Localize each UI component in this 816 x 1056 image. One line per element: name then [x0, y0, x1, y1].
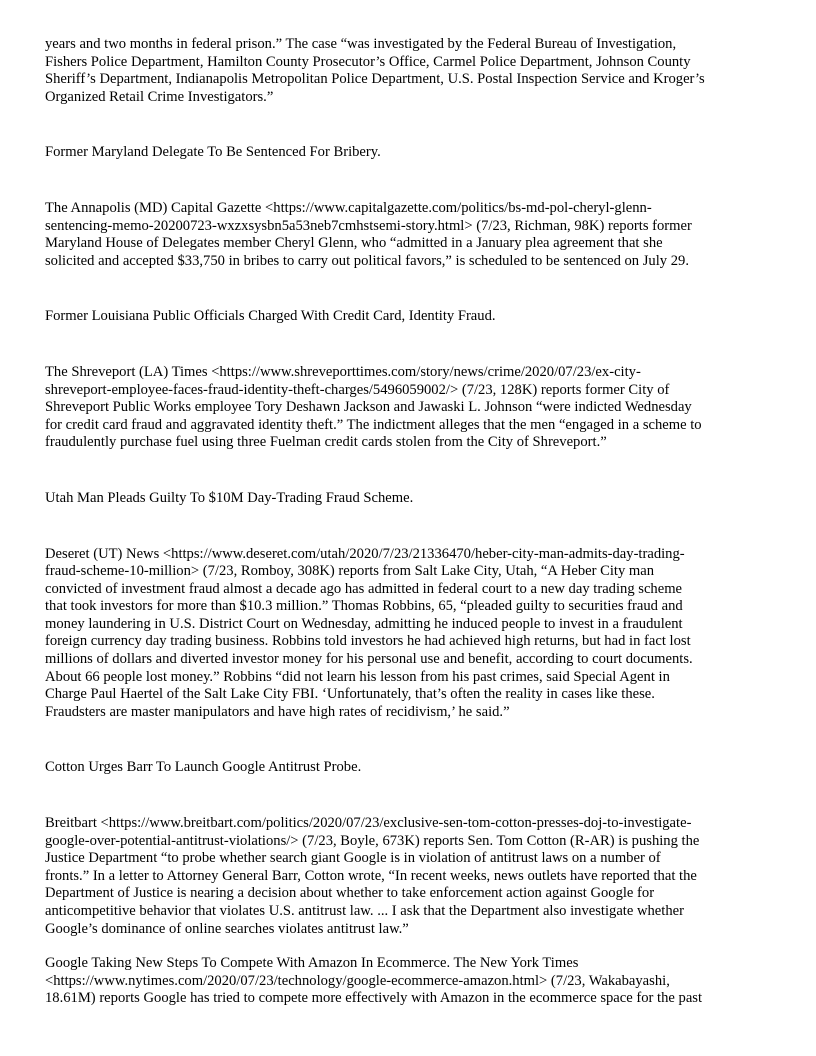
paragraph-capital-gazette: The Annapolis (MD) Capital Gazette <https://www.capitalgazette.com/politics/bs-md-pol-cheryl-glenn- sentencing-memo-20200723-wxzxsysbn5a53neb7cmhstsemi-story.html> (7/23, Richman, 98K) reports former Maryland House of Delegates member Cheryl Glenn, who “admitted in a January plea agreement that she solicited and accepted $33,750 in bribes to carry out political favors,” is scheduled to be sentenced on July 29. [45, 199, 692, 269]
paragraph-breitbart: Breitbart <https://www.breitbart.com/politics/2020/07/23/exclusive-sen-tom-cotton-presses-doj-to-investigate- google-over-potential-antitrust-violations/> (7/23, Boyle, 673K) reports Sen. Tom Cotton (R-AR) is pushing the Justice Department “to probe whether search giant Google is in violation of antitrust laws on a number of fronts.” In a letter to Attorney General Barr, Cotton wrote, “In recent weeks, news outlets have reported that the Department of Justice is nearing a decision about whether to take enforcement action against Google for anticompetitive behavior that violates U.S. antitrust law. ... I ask that the Department also investigate whether Google’s dominance of online searches violates antitrust law.” [45, 815, 700, 937]
paragraph-fbi-investigation: years and two months in federal prison.” The case “was investigated by the Federal Bureau of Investigation, Fishers Police Department, Hamilton County Prosecutor’s Office, Carmel Police Department, Johnson County Sheriff’s Department, Indianapolis Metropolitan Police Department, U.S. Postal Inspection Service and Kroger’s Organized Retail Crime Investigators.” [45, 36, 705, 105]
headline-maryland-delegate-bribery: Former Maryland Delegate To Be Sentenced For Bribery. [45, 144, 381, 161]
headline-louisiana-officials-fraud: Former Louisiana Public Officials Charged With Credit Card, Identity Fraud. [45, 308, 496, 325]
document-page [45, 36, 771, 1008]
paragraph-deseret-news: Deseret (UT) News <https://www.deseret.com/utah/2020/7/23/21336470/heber-city-man-admits-day-trading- fraud-scheme-10-million> (7/23, Romboy, 308K) reports from Salt Lake City, Utah, “A Heber City man convicted of investment fraud almost a decade ago has admitted in federal court to a new day trading scheme that took investors for more than $10.3 million.” Thomas Robbins, 65, “pleaded guilty to securities fraud and money laundering in U.S. District Court on Wednesday, admitting he induced people to invest in a fraudulent foreign currency day trading business. Robbins told investors he had achieved high returns, but had in fact lost millions of dollars and diverted investor money for his personal use and benefit, according to court documents. About 66 people lost money.” Robbins “did not learn his lesson from his past crimes, said Special Agent in Charge Paul Haertel of the Salt Lake City FBI. ‘Unfortunately, that’s often the reality in cases like these. Fraudsters are master manipulators and have high rates of recidivism,’ he said.” [45, 545, 693, 720]
headline-cotton-google-antitrust: Cotton Urges Barr To Launch Google Antitrust Probe. [45, 759, 362, 776]
paragraph-google-ecommerce: Google Taking New Steps To Compete With Amazon In Ecommerce. The New York Times <https://www.nytimes.com/2020/07/23/technology/google-ecommerce-amazon.html> (7/23, Wakabayashi, 18.61M) reports Google has tried to compete more effectively with Amazon in the ecommerce space for the past [45, 955, 703, 1007]
paragraph-shreveport-times: The Shreveport (LA) Times <https://www.shreveporttimes.com/story/news/crime/2020/07/23/ex-city- shreveport-employee-faces-fraud-identity-theft-charges/5496059002/> (7/23, 128K) reports former City of Shreveport Public Works employee Tory Deshawn Jackson and Jawaski L. Johnson “were indicted Wednesday for credit card fraud and aggravated identity theft.” The indictment alleges that the men “engaged in a scheme to fraudulently purchase fuel using three Fuelman credit cards stolen from the City of Shreveport.” [45, 363, 702, 451]
headline-utah-day-trading-fraud: Utah Man Pleads Guilty To $10M Day-Trading Fraud Scheme. [45, 489, 414, 506]
